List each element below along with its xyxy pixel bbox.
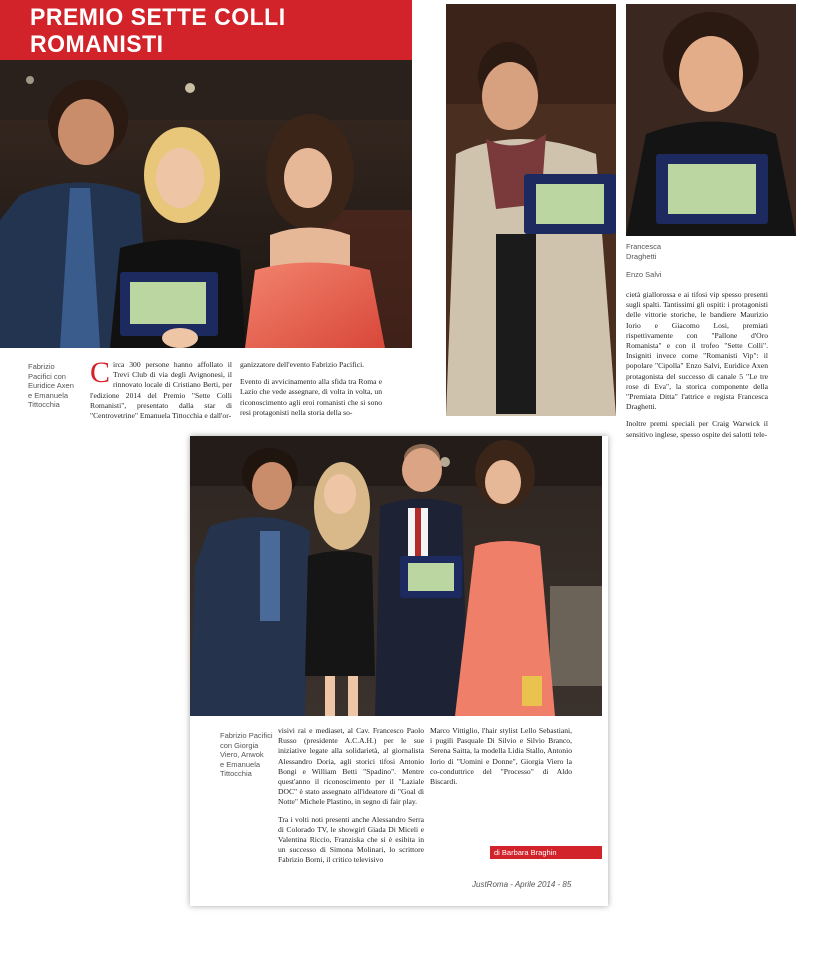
photo-caption bbox=[220, 731, 273, 779]
magazine-page-bottom bbox=[190, 436, 608, 906]
caption-line: Fabrizio Pacifici bbox=[220, 731, 273, 740]
caption-line: Tittocchia bbox=[220, 769, 252, 778]
article-paragraph: Inoltre premi speciali per Craig Warwick il sensitivo inglese, spesso ospite dei salotti tele- bbox=[626, 419, 768, 439]
article-column-4 bbox=[278, 726, 424, 873]
caption-line: Pacifici con bbox=[28, 371, 66, 381]
photo-francesca-draghetti bbox=[626, 4, 796, 236]
caption-line: con Giorgia bbox=[220, 740, 259, 750]
article-column-1 bbox=[90, 356, 232, 428]
article-paragraph: ganizzatore dell'evento Fabrizio Pacifici. bbox=[240, 360, 365, 369]
caption-line: Enzo Salvi bbox=[626, 270, 662, 279]
article-column-3 bbox=[626, 290, 768, 447]
page-title: PREMIO SETTE COLLI ROMANISTI bbox=[30, 2, 286, 58]
title-bar bbox=[0, 0, 412, 60]
article-paragraph: Evento di avvicinamento alla sfida tra Roma e Lazio che vede assegnare, di volta in volta, un riconoscimento agli eroi romanisti che si sono resi protagonisti nella storia della so- bbox=[240, 377, 382, 417]
article-paragraph: cietà giallorossa e ai tifosi vip spesso presenti sugli spalti. Tantissimi gli ospiti: i protagonisti delle vittorie storiche, le bandiere Maurizio Iorio e Giacomo Losi, premiati rispettivamente con "Pallone d'Oro Romanista" e con il trofeo "Sette Colli". Insigniti invece come "Romanisti Vip": il popolare "Cipolla" Enzo Salvi, Euridice Axen protagonista del successo di canale 5 "Le tre rose di Eva", la storica componente della "Premiata Ditta" l'attrice e regista Francesca Draghetti. bbox=[626, 290, 768, 412]
author-byline: di Barbara Braghin bbox=[490, 846, 602, 859]
caption-line: Viero, Anwok bbox=[220, 750, 264, 759]
article-column-5 bbox=[430, 726, 572, 794]
magazine-page-left bbox=[0, 0, 412, 432]
caption-line: Draghetti bbox=[626, 251, 657, 261]
drop-cap: C bbox=[90, 356, 111, 389]
caption-line: e Emanuela bbox=[28, 390, 69, 400]
magazine-page-right bbox=[436, 0, 828, 439]
article-paragraph: Tra i volti noti presenti anche Alessandro Serra di Colorado TV, le showgirl Giada Di Miceli e Valentina Riccio, Franziska che si è esibita in un successo di Simona Molinari, lo scrittore Fabrizio Borni, il critico televisivo bbox=[278, 814, 424, 865]
article-paragraph: Marco Vittiglio, l'hair stylist Lello Sebastiani, i pugili Pasquale Di Silvio e Silvio Branco, Serena Saitta, la modella Lidia Stallo, Antonio Iorio di "Uomini e Donne", Giorgia Viero la co-conduttrice del "Processo" di Aldo Biscardi. bbox=[430, 726, 572, 787]
caption-line: Francesca bbox=[626, 242, 662, 251]
article-paragraph: visivi rai e mediaset, al Cav. Francesco Paolo Russo (presidente A.C.A.H.) per le sue iniziative legate alla solidarietà, al giornalista Alessandro Doria, agli storici tifosi Antonio Bongi e William Betti "Spadino". Mentre quest'anno il riconoscimento per il "Laziale DOC" è stato assegnato all'ideatore di "Goal di Notte" Michele Plastino, in segno di fair play. bbox=[278, 726, 424, 807]
photo-caption bbox=[28, 362, 74, 410]
caption-line: e Emanuela bbox=[220, 759, 261, 769]
page-footer: JustRoma - Aprile 2014 - 85 bbox=[472, 880, 572, 889]
caption-line: Euridice Axen bbox=[28, 381, 74, 390]
photo-caption bbox=[626, 242, 661, 280]
caption-line: Fabrizio bbox=[28, 362, 55, 371]
photo-enzo-salvi bbox=[446, 4, 616, 416]
caption-line: Tittocchia bbox=[28, 400, 60, 409]
article-text: irca 300 persone hanno affollato il Trevi Club di via degli Avignonesi, il rinnovato locale di Cristiano Berti, per l'edizione 2014 del Premio "Sette Colli Romanisti", presentato dalla star di "Centrovetrine" Emanuela Tittocchia e dall'or- bbox=[90, 360, 232, 421]
group-photo-bottom bbox=[190, 436, 602, 716]
group-photo-top bbox=[0, 60, 412, 348]
article-column-2 bbox=[240, 360, 382, 425]
